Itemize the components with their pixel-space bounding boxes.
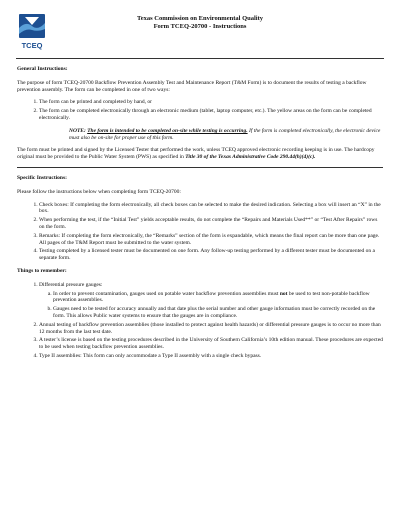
section-divider — [17, 167, 383, 168]
tac-citation: Title 30 of the Texas Administrative Code 290.44(h)(4)(c). — [185, 154, 316, 161]
signing-text: The form must be printed and signed by the Licensed Tester that performed the work, unless TCEQ approved electronic recording keeping is in use. The hardcopy original must be provided to the Public Water System (PWS) as specified in — [17, 147, 375, 161]
remember-item: 3. A tester’s license is based on the testing procedures described in the University of Southern California’s 10th edition manual. These procedures are expected to be used when testing backflow prevention assemblies. — [39, 337, 383, 351]
specific-intro: Please follow the instructions below when completing form TCEQ-20700: — [17, 188, 181, 195]
gauges-subitem-b: b. Gauges need to be tested for accuracy annually and that date plus the serial number and other gauge information must be correctly recorded on the form. This allows Public water systems to ensure that the gauges are in compliance. — [53, 306, 383, 320]
ways-list — [17, 99, 383, 121]
general-heading: General Instructions: — [17, 66, 68, 72]
general-intro: The purpose of form TCEQ-20700 Backflow Prevention Assembly Test and Maintenance Report (T&M Form) is to document the results of testing a backflow prevention assembly. The form can be completed in one of two ways: — [17, 79, 367, 93]
specific-item: 4. Testing completed by a licensed tester must be documented on one form. Any follow-up testing performed by a different tester must be documented on a separate form. — [39, 248, 383, 262]
note-emphasis: The form is intended to be completed on-site while testing is occurring. — [87, 127, 248, 134]
agency-name: Texas Commission on Environmental Quality — [136, 15, 264, 22]
note-label: NOTE: — [69, 127, 86, 134]
remember-item — [39, 282, 383, 320]
specific-list — [17, 202, 383, 262]
page-header — [0, 15, 400, 31]
gauges-heading: Differential pressure gauges: — [39, 281, 103, 288]
document-body — [17, 66, 383, 366]
note-block — [69, 128, 383, 142]
specific-item: 3. Remarks: If completing the form electronically, the “Remarks” section of the form is expandable, which means the final report can be more than one page. All pages of the T&M Report must be submitted to the water system. — [39, 233, 383, 247]
remember-heading: Things to remember: — [17, 267, 67, 274]
remember-list — [17, 282, 383, 360]
signing-paragraph — [17, 147, 383, 161]
specific-heading: Specific Instructions: — [17, 174, 67, 181]
remember-item: 4. Type II assemblies: This form can only accommodate a Type II assembly with a single check bypass. — [39, 353, 383, 360]
header-divider — [16, 58, 384, 59]
logo-text: TCEQ — [21, 41, 43, 50]
specific-item: 2. When performing the test, if the “Initial Test” yields acceptable results, do not complete the “Repairs and Materials Used**” or “Test After Repairs” rows on the form. — [39, 217, 383, 231]
form-title: Form TCEQ-20700 - Instructions — [153, 23, 247, 30]
specific-item: 1. Check boxes: If completing the form electronically, all check boxes can be selected to make the desired indication. Selecting a box will insert an “X” in the box. — [39, 202, 383, 216]
not-emphasis: not — [279, 290, 288, 297]
way-item: 1. The form can be printed and completed by hand, or — [39, 99, 383, 106]
way-item: 2. The form can be completed electronically through an electronic medium (tablet, laptop computer, etc.). The yellow areas on the form can be completed electronically. — [39, 108, 383, 122]
remember-item: 2. Annual testing of backflow prevention assemblies (those installed to protect against health hazards) or differential pressure gauges is to occur no more than 12 months from the last test date. — [39, 322, 383, 336]
gauges-subitem-a: a. In order to prevent contamination, gauges used on potable water backflow prevention assemblies must not be used to test non-potable backflow prevention assemblies. — [53, 291, 383, 305]
gauges-sublist — [39, 291, 383, 320]
note-text: If the form is completed electronically, the electronic device must also be on-site for proper use of this form. — [69, 127, 381, 141]
